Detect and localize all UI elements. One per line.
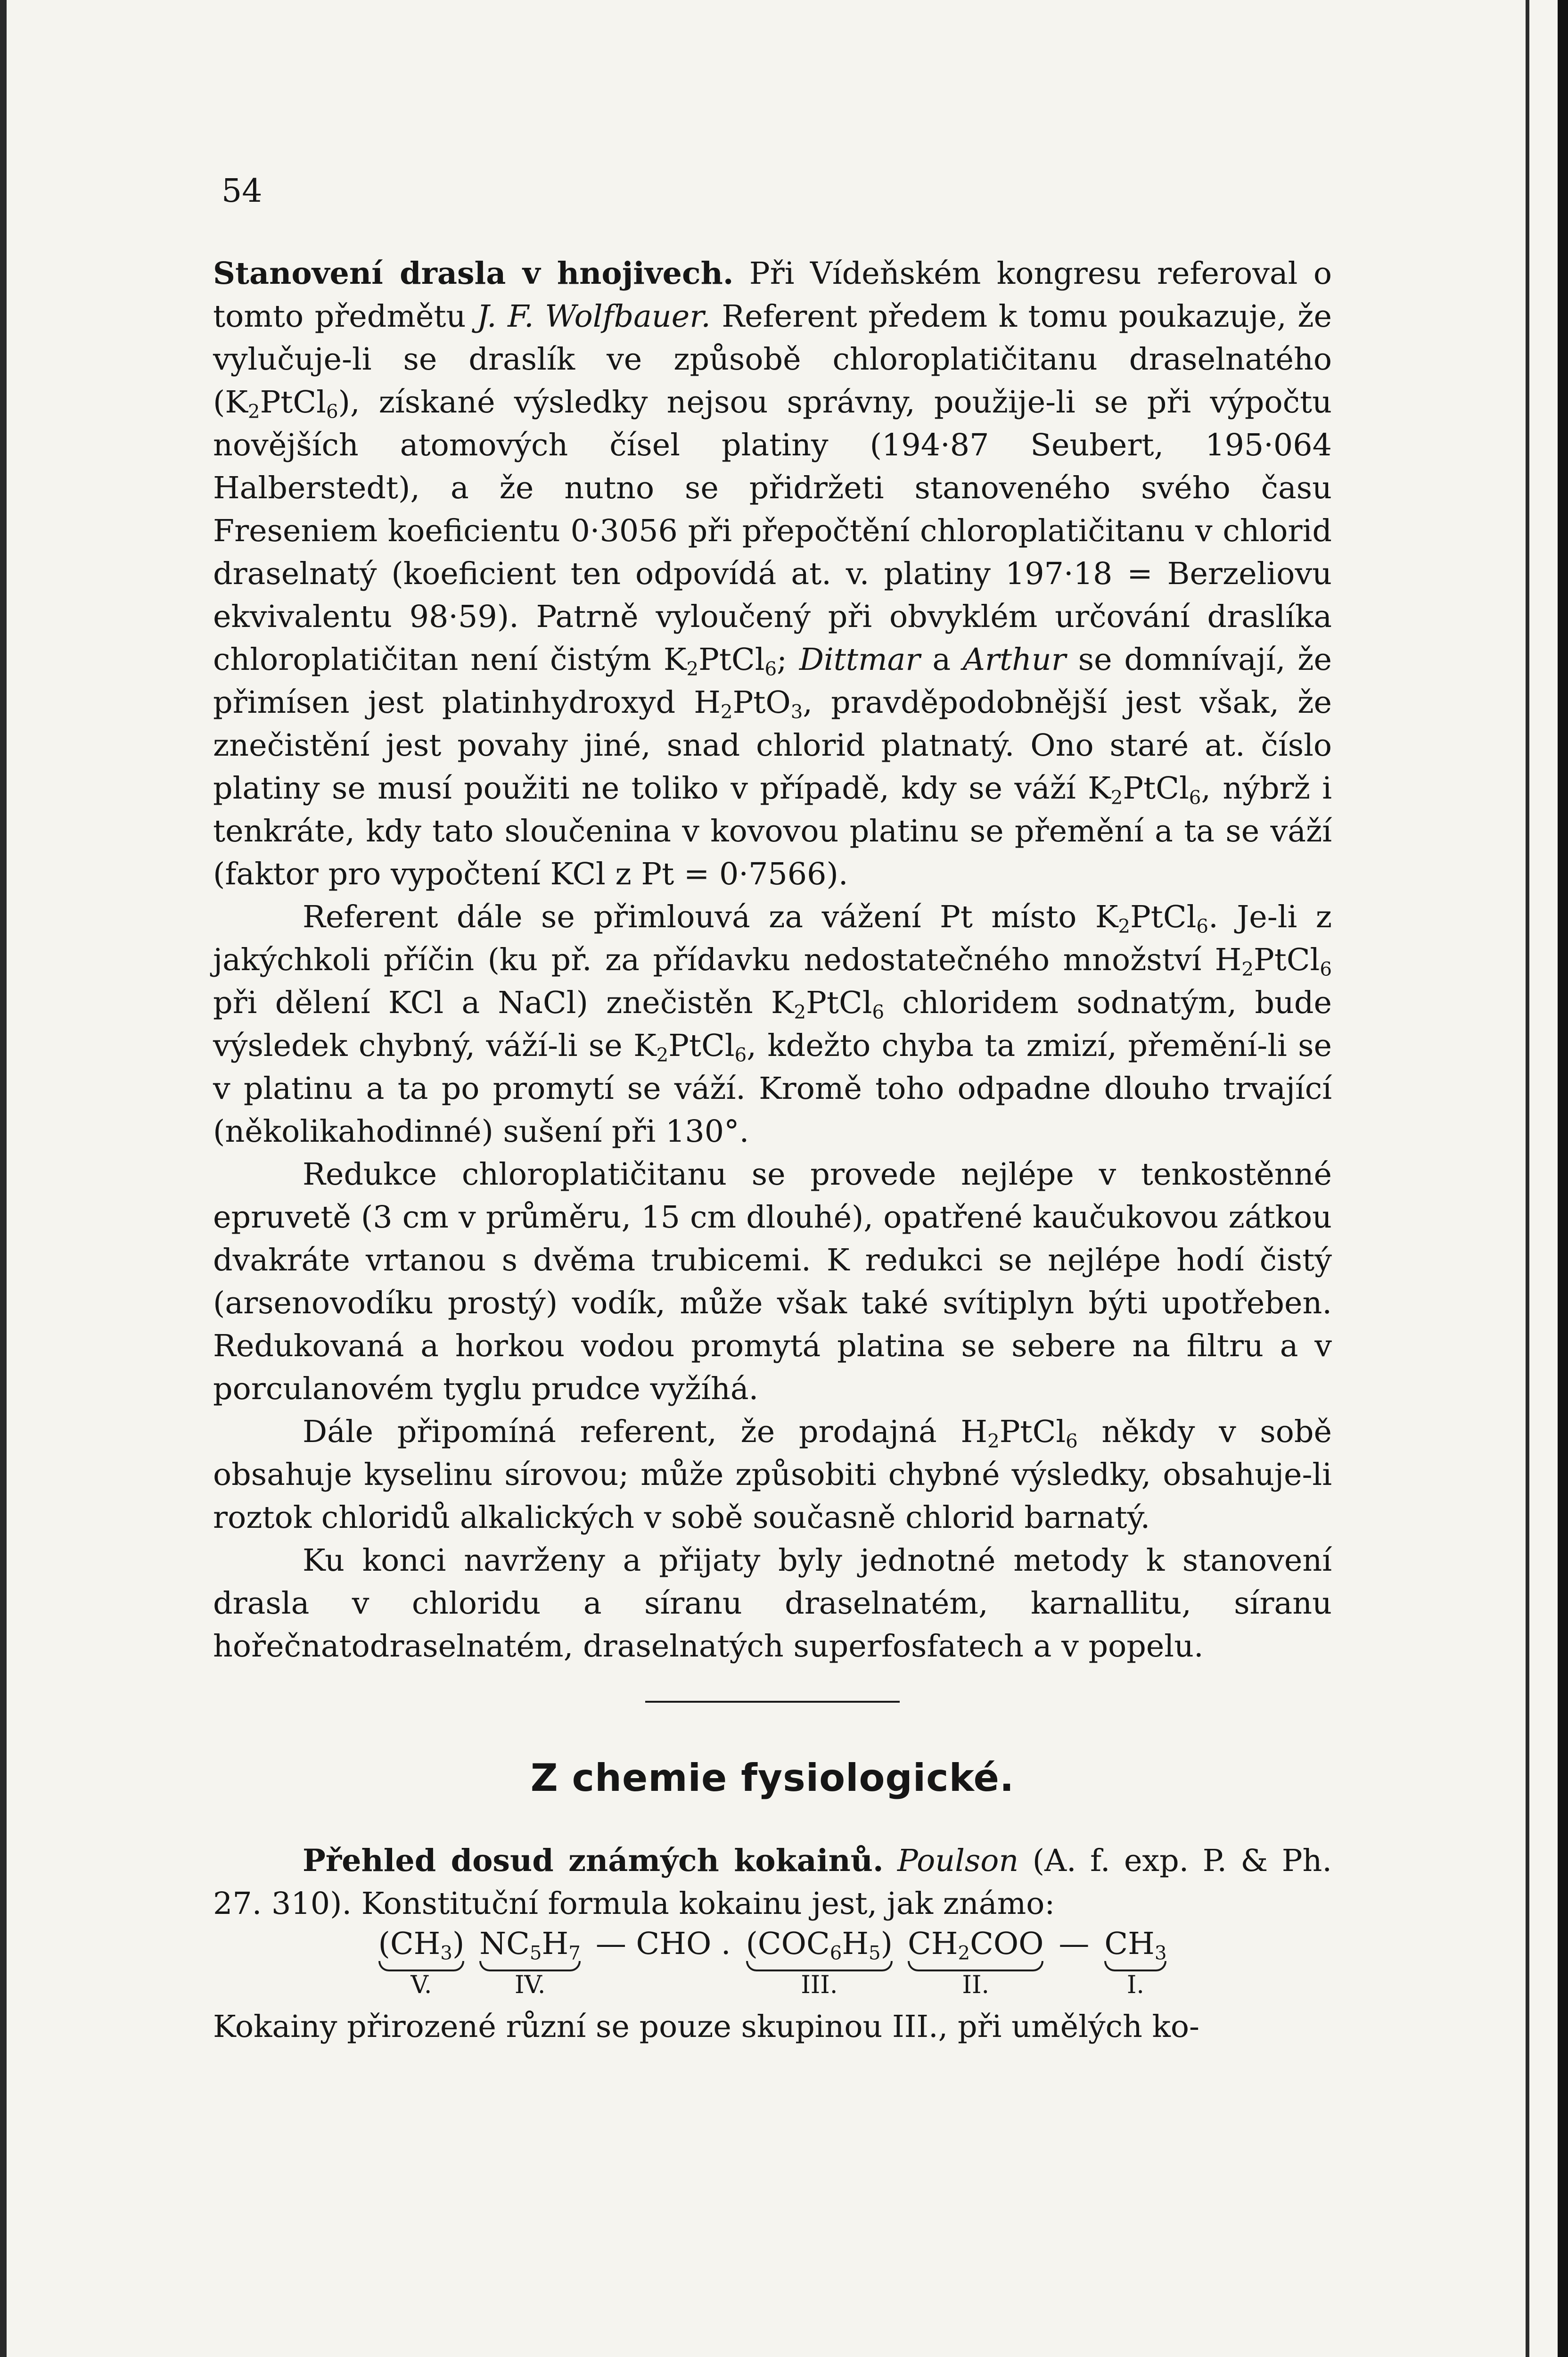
article-heading-stanoveni-drasla: Stanovení drasla v hnojivech. — [213, 255, 734, 291]
underbrace — [378, 1961, 465, 1971]
scan-frame-left — [0, 0, 7, 2357]
author-name: Arthur — [962, 642, 1066, 677]
group-label: I. — [1126, 1971, 1144, 1999]
group-label: III. — [801, 1971, 838, 1999]
formula-group-iv: $NC_5H_7$ IV. — [479, 1926, 581, 1999]
paragraph-2: Referent dále se přimlouvá za vážení Pt místo $K_2PtCl_6$. Je-li z jakýchkoli příčin (ku př. za přídavku nedostatečného množství $H_2PtCl_6$ při dělení KCl a NaCl) znečistěn $K_2PtCl_6$ chloridem sodnatým, bude výsledek chybný, váží-li se $K_2PtCl_6$, kdežto chyba ta zmizí, přemění-li se v platinu a ta po promytí se váží. Kromě toho odpadne dlouho trvající (několikahodinné) sušení při 130°. — [213, 899, 1332, 1149]
author-name: J. F. Wolfbauer. — [476, 299, 711, 334]
underbrace — [479, 1961, 581, 1971]
paragraph-1: Stanovení drasla v hnojivech. Při Vídeňském kongresu referoval o tomto předmětu J. F. Wolfbauer. Referent předem k tomu poukazuje, že vylučuje-li se draslík ve způsobě chloroplatičitanu draselnatého $(K_2PtCl_6)$, získané výsledky nejsou správny, použije-li se při výpočtu novějších atomových čísel platiny (194·87 Seubert, 195·064 Halberstedt), a že nutno se přidržeti stanoveného svého času Freseniem koeficientu 0·3056 při přepočtění chloroplatičitanu v chlorid draselnatý (koeficient ten odpovídá at. v. platiny 197·18 = Berzeliovu ekvivalentu 98·59). Patrně vyloučený při obvyklém určování draslíka chloroplatičitan není čistým $K_2PtCl_6$; Dittmar a Arthur se domnívají, že přimísen jest platinhydroxyd $H_2PtO_3$, pravděpodobnější jest však, že znečistění jest povahy jiné, snad chlorid platnatý. Ono staré at. číslo platiny se musí použiti ne toliko v případě, kdy se váží $K_2PtCl_6$, nýbrž i tenkráte, kdy tato sloučenina v kovovou platinu se přemění a ta se váží (faktor pro vypočtení KCl z Pt = 0·7566). — [213, 255, 1332, 892]
scan-frame-right-inner — [1526, 0, 1529, 2357]
group-label: V. — [410, 1971, 432, 1999]
page-content — [213, 252, 1332, 2048]
author-name: Dittmar — [799, 642, 920, 677]
formula-group-v: $(CH_3)$ V. — [378, 1926, 465, 1999]
underbrace — [908, 1961, 1043, 1971]
author-name: Poulson — [897, 1843, 1019, 1879]
formula-separator: — — [1059, 1926, 1090, 1961]
formula-group-ii: $CH_2COO$ II. — [908, 1926, 1044, 1999]
formula-group-iii: $(COC_6H_5)$ III. — [746, 1926, 893, 1999]
article-heading-kokainy: Přehled dosud známých kokainů. — [303, 1843, 884, 1879]
underbrace — [1104, 1961, 1166, 1971]
group-label: II. — [962, 1971, 990, 1999]
underbrace — [746, 1961, 893, 1971]
section-divider — [645, 1701, 900, 1703]
section-title: Z chemie fysiologické. — [530, 1756, 1015, 1800]
formula-group-i: $CH_3$ I. — [1104, 1926, 1167, 1999]
paragraph-kokainy-intro: Přehled dosud známých kokainů. Poulson (A. f. exp. P. & Ph. 27. 310). Konstituční formula kokainu jest, jak známo: — [213, 1843, 1332, 1921]
paragraph-5: Ku konci navrženy a přijaty byly jednotné metody k stanovení drasla v chloridu a síranu draselnatém, karnallitu, síranu hořečnatodraselnatém, draselnatých superfosfatech a v popelu. — [213, 1543, 1332, 1664]
paragraph-kokainy-continued: Kokainy přirozené různí se pouze skupinou III., při umělých ko- — [213, 2009, 1200, 2044]
scan-frame-right — [1558, 0, 1568, 2357]
page-number: 54 — [222, 173, 263, 210]
paragraph-3: Redukce chloroplatičitanu se provede nejlépe v tenkostěnné epruvetě (3 cm v průměru, 15 cm dlouhé), opatřené kaučukovou zátkou dvakráte vrtanou s dvěma trubicemi. K redukci se nejlépe hodí čistý (arsenovodíku prostý) vodík, může však také svítiplyn býti upotřeben. Redukovaná a horkou vodou promytá platina se sebere na filtru a v porculanovém tyglu prudce vyžíhá. — [213, 1157, 1332, 1407]
paragraph-4: Dále připomíná referent, že prodajná $H_2PtCl_6$ někdy v sobě obsahuje kyselinu sírovou; může způsobiti chybné výsledky, obsahuje-li roztok chloridů alkalických v sobě současně chlorid barnatý. — [213, 1414, 1332, 1535]
group-label: IV. — [514, 1971, 546, 1999]
cocaine-formula — [213, 1925, 1332, 2001]
formula-separator: — CHO . — [595, 1926, 731, 1961]
